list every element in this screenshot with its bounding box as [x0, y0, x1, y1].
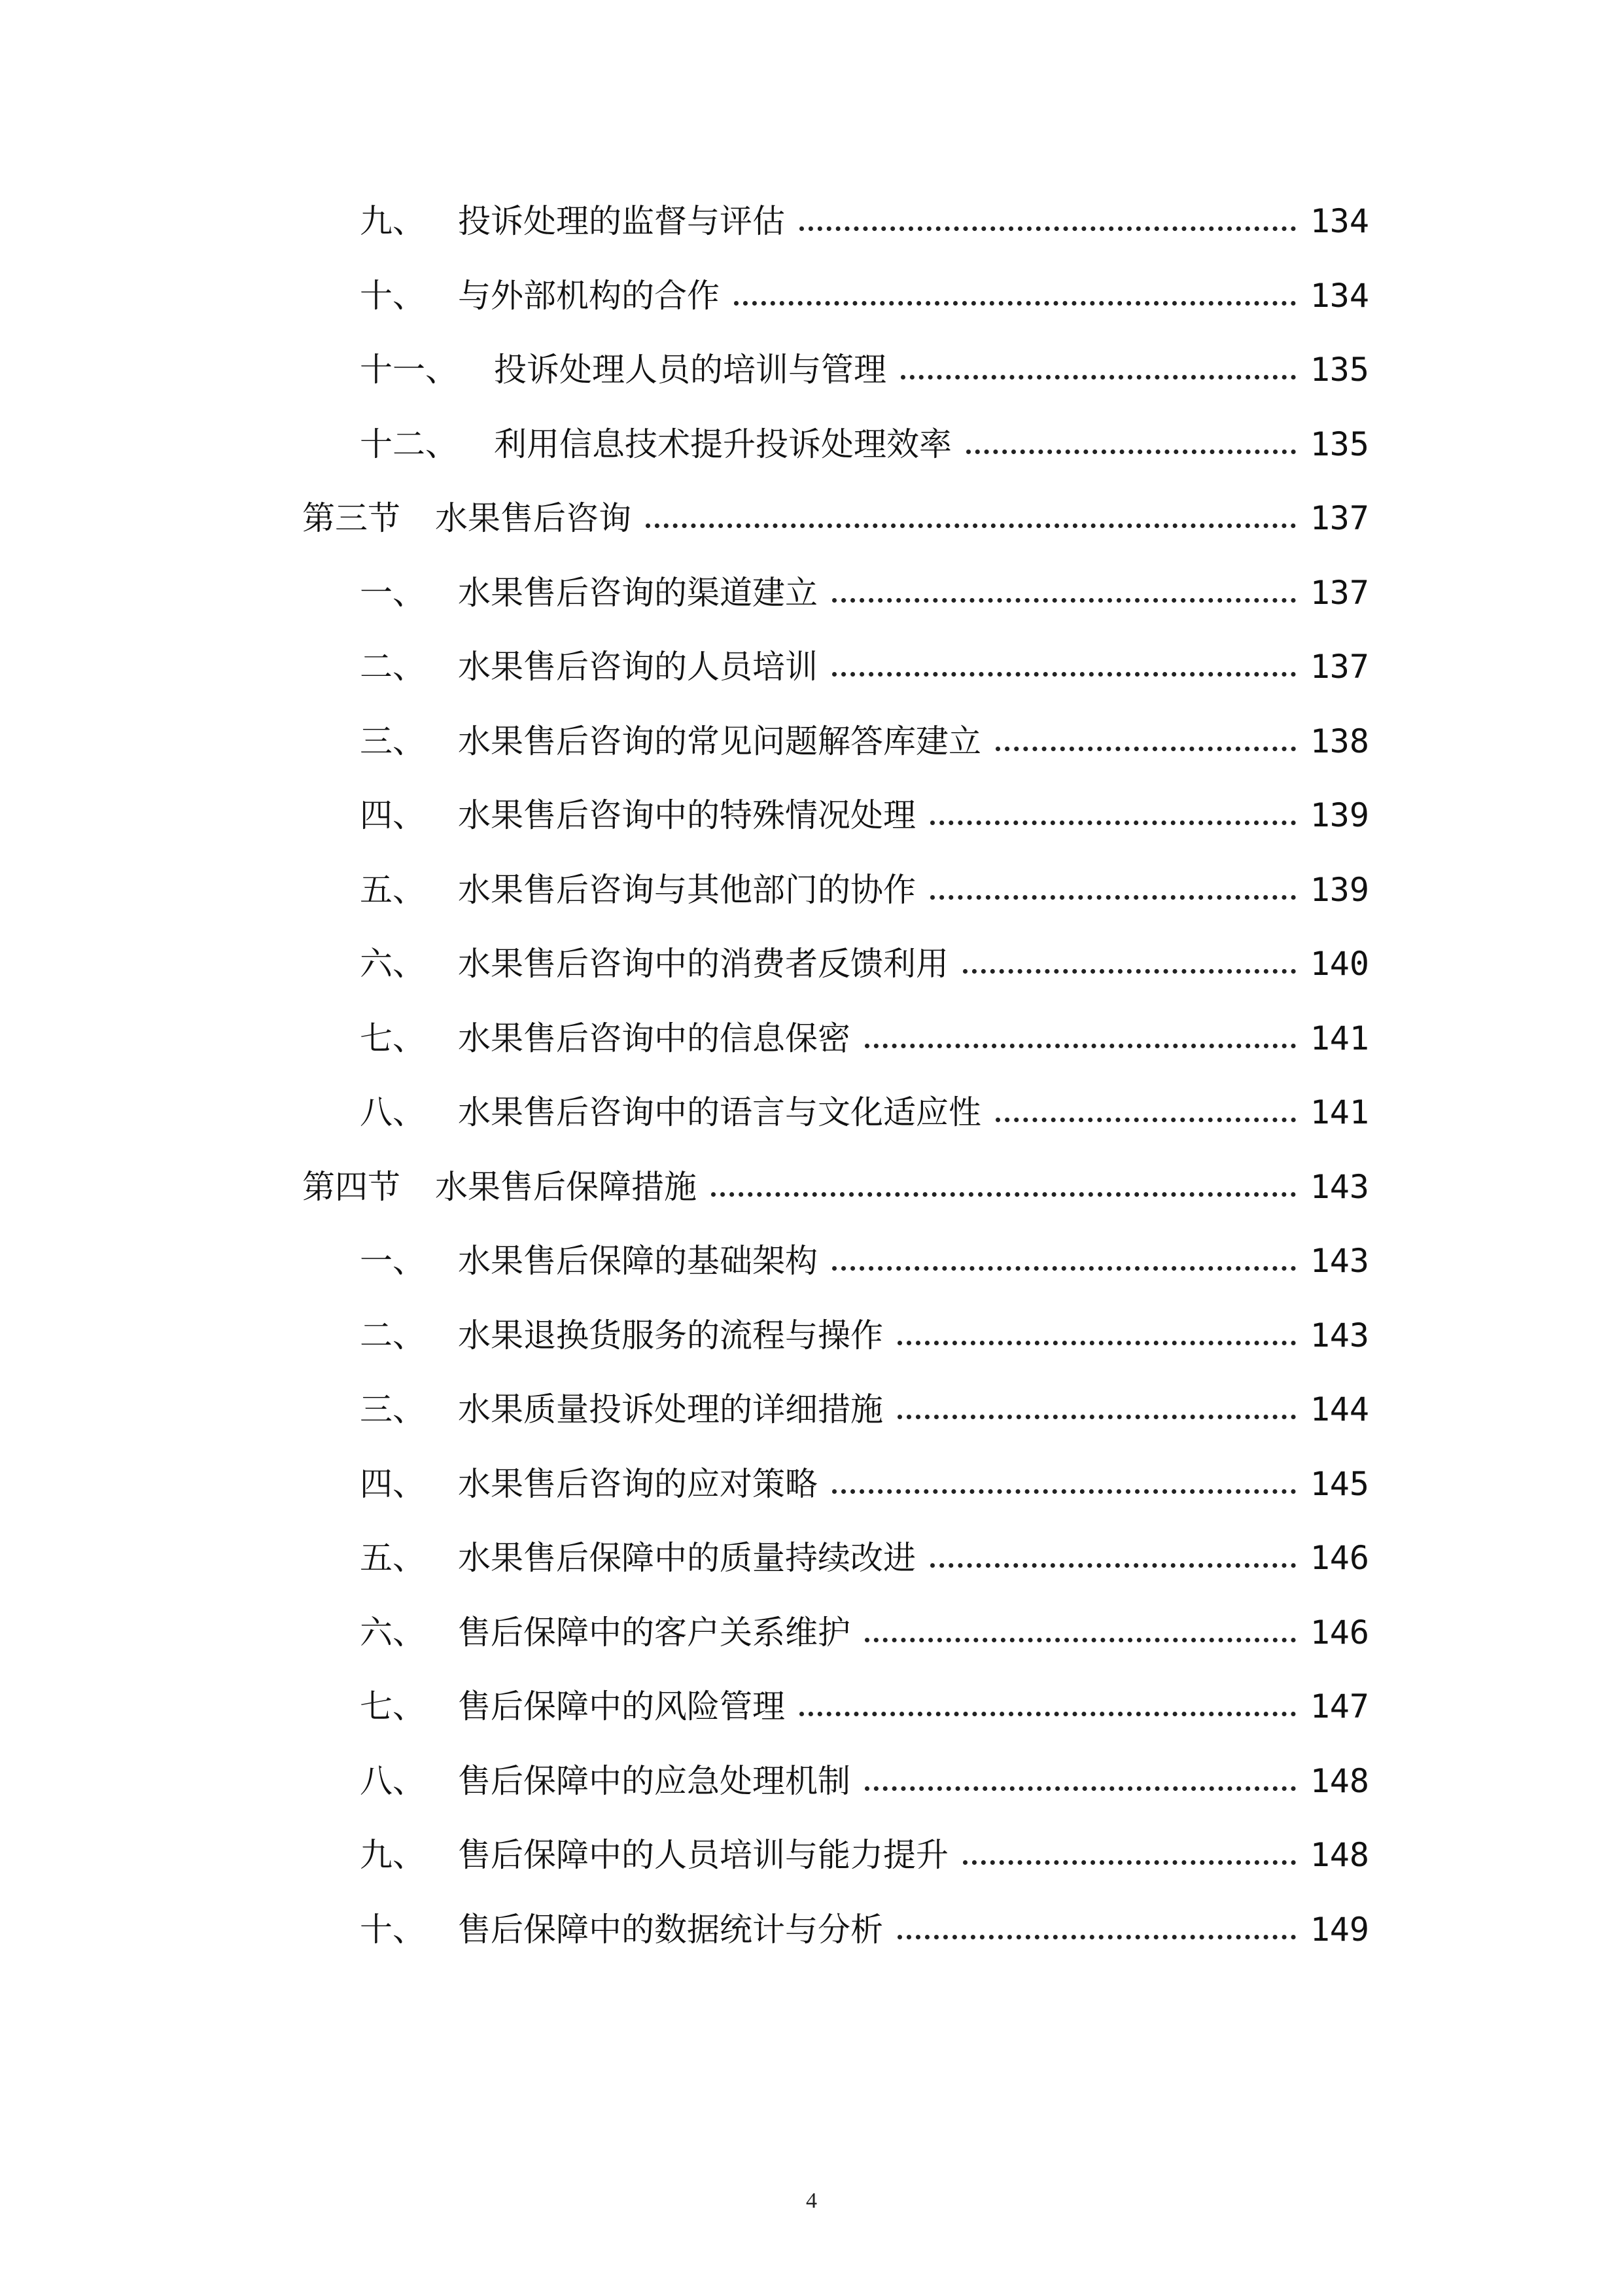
toc-entry-title: 利用信息技术提升投诉处理效率 [494, 425, 952, 463]
toc-page-number: 141 [1310, 1093, 1369, 1131]
toc-entry[interactable] [0, 642, 1623, 694]
toc-entry[interactable] [0, 1311, 1623, 1363]
toc-page-number: 146 [1310, 1539, 1369, 1577]
toc-entry-number: 五、 [360, 870, 425, 909]
toc-entry-number: 十一、 [360, 351, 458, 389]
toc-entry-title: 水果质量投诉处理的详细措施 [458, 1390, 883, 1428]
toc-dot-leader [966, 450, 1296, 454]
toc-page-number: 140 [1310, 945, 1369, 983]
toc-entry[interactable] [0, 345, 1623, 397]
toc-dot-leader [898, 1935, 1296, 1939]
toc-page-number: 137 [1310, 573, 1369, 612]
toc-entry-number: 六、 [360, 945, 425, 983]
toc-page-number: 139 [1310, 870, 1369, 909]
toc-dot-leader [996, 747, 1296, 751]
toc-entry-title: 水果售后咨询的人员培训 [458, 648, 818, 686]
toc-dot-leader [832, 672, 1296, 677]
toc-entry[interactable] [0, 1087, 1623, 1140]
toc-dot-leader [930, 1563, 1296, 1568]
toc-entry-number: 八、 [360, 1761, 425, 1800]
toc-entry-number: 十二、 [360, 425, 458, 463]
toc-entry-number: 五、 [360, 1539, 425, 1577]
toc-entry-title: 售后保障中的数据统计与分析 [458, 1910, 883, 1949]
toc-dot-leader [865, 1044, 1296, 1048]
toc-entry-number: 四、 [360, 1464, 425, 1503]
toc-entry-title: 投诉处理人员的培训与管理 [494, 351, 886, 389]
toc-dot-leader [799, 226, 1296, 231]
toc-entry-title: 水果售后咨询中的特殊情况处理 [458, 796, 916, 834]
toc-entry-number: 七、 [360, 1687, 425, 1725]
toc-entry-title: 水果售后咨询中的信息保密 [458, 1019, 850, 1057]
toc-dot-leader [832, 1489, 1296, 1494]
toc-entry-number: 八、 [360, 1093, 425, 1131]
toc-entry[interactable] [0, 271, 1623, 323]
toc-page-number: 144 [1310, 1390, 1369, 1428]
toc-entry-title: 水果售后咨询中的语言与文化适应性 [458, 1093, 981, 1131]
toc-entry-title: 水果售后保障措施 [435, 1167, 697, 1206]
toc-entry[interactable] [0, 1014, 1623, 1066]
toc-page-number: 148 [1310, 1761, 1369, 1800]
toc-entry-number: 七、 [360, 1019, 425, 1057]
toc-entry-title: 水果售后咨询的应对策略 [458, 1464, 818, 1503]
toc-entry-title: 水果售后咨询中的消费者反馈利用 [458, 945, 949, 983]
toc-page-number: 138 [1310, 722, 1369, 760]
toc-page-number: 149 [1310, 1910, 1369, 1949]
toc-page-number: 145 [1310, 1464, 1369, 1503]
toc-entry[interactable] [0, 1905, 1623, 1957]
page-number: 4 [806, 2189, 817, 2213]
toc-dot-leader [898, 1415, 1296, 1419]
toc-entry-number: 三、 [360, 1390, 425, 1428]
toc-entry-title: 水果售后保障中的质量持续改进 [458, 1539, 916, 1577]
toc-entry-title: 售后保障中的客户关系维护 [458, 1613, 850, 1651]
toc-page-number: 146 [1310, 1613, 1369, 1651]
toc-dot-leader [963, 1860, 1296, 1865]
toc-entry-title: 与外部机构的合作 [458, 276, 720, 315]
toc-entry[interactable] [0, 1459, 1623, 1511]
toc-entry-title: 售后保障中的人员培训与能力提升 [458, 1836, 949, 1874]
toc-entry-title: 投诉处理的监督与评估 [458, 202, 785, 240]
toc-dot-leader [930, 821, 1296, 825]
toc-entry-title: 水果售后咨询 [435, 499, 631, 537]
toc-dot-leader [865, 1638, 1296, 1642]
toc-entry-number: 二、 [360, 1316, 425, 1354]
toc-entry[interactable] [0, 1533, 1623, 1585]
toc-entry[interactable] [0, 568, 1623, 620]
toc-entry[interactable] [0, 716, 1623, 769]
toc-entry-number: 第四节 [302, 1167, 400, 1206]
toc-entry[interactable] [0, 1830, 1623, 1882]
toc-entry[interactable] [0, 419, 1623, 472]
toc-entry-number: 一、 [360, 573, 425, 612]
toc-entry-number: 一、 [360, 1242, 425, 1280]
toc-dot-leader [865, 1786, 1296, 1791]
toc-entry-number: 十、 [360, 1910, 425, 1949]
toc-page-number: 134 [1310, 202, 1369, 240]
toc-entry[interactable] [0, 865, 1623, 917]
toc-page-number: 137 [1310, 648, 1369, 686]
toc-entry-title: 售后保障中的风险管理 [458, 1687, 785, 1725]
toc-entry-title: 水果售后咨询的渠道建立 [458, 573, 818, 612]
toc-dot-leader [930, 895, 1296, 900]
toc-dot-leader [646, 523, 1296, 528]
toc-page-number: 148 [1310, 1836, 1369, 1874]
toc-dot-leader [734, 301, 1296, 306]
toc-entry[interactable] [0, 1385, 1623, 1437]
toc-entry[interactable] [0, 1236, 1623, 1288]
toc-entry-number: 三、 [360, 722, 425, 760]
toc-dot-leader [901, 375, 1296, 380]
toc-entry-number: 四、 [360, 796, 425, 834]
toc-page-number: 137 [1310, 499, 1369, 537]
toc-page-number: 134 [1310, 276, 1369, 315]
toc-entry[interactable] [0, 196, 1623, 249]
toc-entry-number: 九、 [360, 202, 425, 240]
toc-entry-title: 水果退换货服务的流程与操作 [458, 1316, 883, 1354]
toc-dot-leader [898, 1341, 1296, 1345]
toc-section-entry[interactable] [0, 1162, 1623, 1214]
toc-entry[interactable] [0, 790, 1623, 843]
toc-page-number: 135 [1310, 351, 1369, 389]
toc-entry-title: 水果售后咨询与其他部门的协作 [458, 870, 916, 909]
toc-entry-title: 水果售后咨询的常见问题解答库建立 [458, 722, 981, 760]
toc-page-number: 143 [1310, 1316, 1369, 1354]
toc-page-number: 143 [1310, 1242, 1369, 1280]
toc-dot-leader [832, 598, 1296, 603]
toc-entry-title: 售后保障中的应急处理机制 [458, 1761, 850, 1800]
toc-dot-leader [832, 1266, 1296, 1271]
toc-entry[interactable] [0, 1756, 1623, 1809]
toc-section-entry[interactable] [0, 493, 1623, 546]
toc-entry-number: 六、 [360, 1613, 425, 1651]
toc-page-number: 147 [1310, 1687, 1369, 1725]
toc-page-number: 135 [1310, 425, 1369, 463]
toc-entry-title: 水果售后保障的基础架构 [458, 1242, 818, 1280]
toc-entry-number: 九、 [360, 1836, 425, 1874]
toc-dot-leader [996, 1118, 1296, 1122]
toc-entry[interactable] [0, 1608, 1623, 1660]
toc-page-number: 139 [1310, 796, 1369, 834]
toc-dot-leader [799, 1712, 1296, 1716]
toc-page-number: 141 [1310, 1019, 1369, 1057]
toc-entry-number: 二、 [360, 648, 425, 686]
toc-entry-number: 十、 [360, 276, 425, 315]
toc-page-number: 143 [1310, 1167, 1369, 1206]
toc-dot-leader [963, 969, 1296, 974]
toc-entry[interactable] [0, 939, 1623, 991]
toc-entry[interactable] [0, 1682, 1623, 1734]
toc-dot-leader [711, 1192, 1296, 1197]
toc-entry-number: 第三节 [302, 499, 400, 537]
